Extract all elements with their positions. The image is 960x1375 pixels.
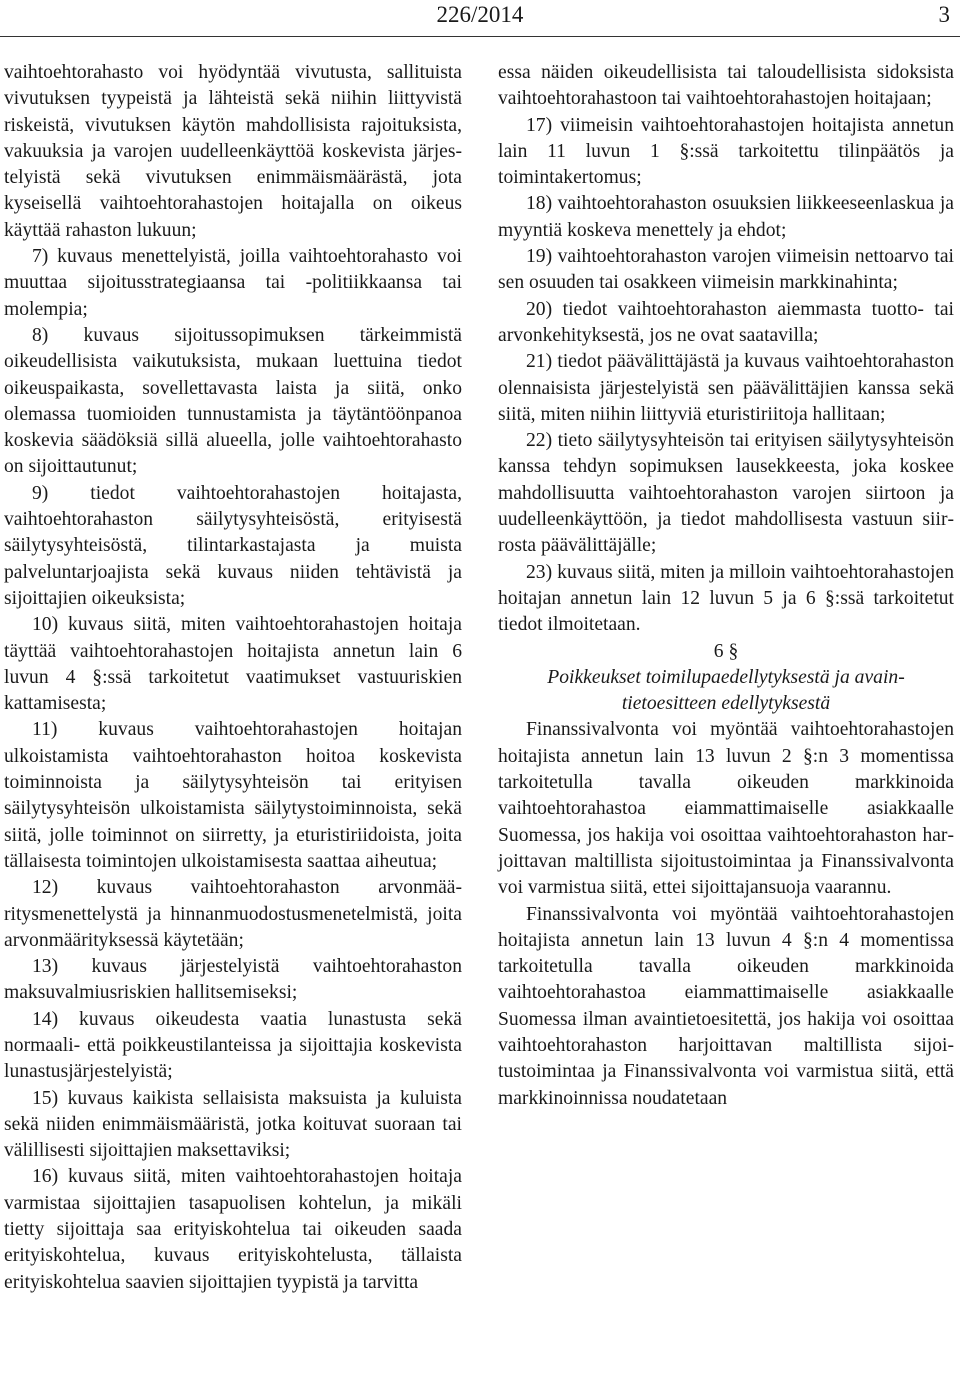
list-item-20: 20) tiedot vaihtoehtorahaston aiemmasta tuotto- tai arvonkehityksestä, jos ne ovat saatavilla;: [498, 298, 954, 346]
list-item-13: 13) kuvaus järjestelyistä vaihtoehtorahaston maksuvalmiusriskien hallitsemiseksi;: [4, 956, 462, 1004]
list-item-23: 23) kuvaus siitä, miten ja milloin vaihtoehtorahastojen hoitajan annetun lain 12 luvun 5 ja 6 §:ssä tarkoitetut tiedot ilmoitetaan.: [498, 561, 954, 636]
list-item-17: 17) viimeisin vaihtoehtorahastojen hoitajista annetun lain 11 luvun 1 §:ssä tarkoitettu tilinpäätös ja toimintakertomus;: [498, 114, 954, 189]
section-paragraph: Finanssivalvonta voi myöntää vaihtoehtorahastojen hoitajista annetun lain 13 luvun 4 §:n 4 momentissa tarkoitetulla tavalla oikeuden markkinoida vaihtoehtorahastoa eiammattimaiselle asiakkaalle Suomessa ilman avaintietoesitettä, jos hakija voi osoittaa vaihtoehtorahaston harjoittavan maltillista sijoitustoimintaa ja Finanssivalvonta voi varmistua siitä, että markkinoinnissa noudatetaan: [498, 903, 954, 1109]
page-number: 3: [938, 2, 950, 27]
list-item-10: 10) kuvaus siitä, miten vaihtoehtorahastojen hoitaja täyttää vaihtoehtorahastojen hoitajista annetun lain 6 luvun 4 §:ssä tarkoitetut vaatimukset vastuuriskien kattamisesta;: [4, 614, 462, 715]
paragraph: essa näiden oikeudellisista tai taloudellisista sidoksista vaihtoehtorahastoon tai vaihtoehtorahastojen hoitajaan;: [498, 62, 954, 110]
document-number: 226/2014: [436, 2, 524, 27]
section-title: Poikkeukset toimilupaedellytyksestä ja avaintietoesitteen edellytyksestä: [547, 666, 905, 715]
list-item-8: 8) kuvaus sijoitussopimuksen tärkeimmistä oikeudellisista vaikutuksista, mukaan luettuina tiedot oikeuspaikasta, sovellettavasta laista ja siitä, onko olemassa tuomioiden tunnustamista ja täytäntöönpanoa koskevia säädöksiä sillä alueella, jolle vaihtoehtorahasto on sijoittautunut;: [4, 324, 462, 478]
list-item-9: 9) tiedot vaihtoehtorahastojen hoitajasta, vaihtoehtorahaston säilytysyhteisöstä, erityisestä säilytysyhteisöstä, tilintarkastajasta ja muista palveluntarjoajista sekä kuvaus niiden tehtävistä ja sijoittajien oikeuksista;: [4, 482, 462, 609]
list-item-11: 11) kuvaus vaihtoehtorahastojen hoitajan ulkoistamista vaihtoehtorahaston hoitoa koskevista toiminnoista ja säilytysyhteisön tai erityisen säilytysyhteisön ulkoistamista säilytystoiminnoista, sekä siitä, jolle toiminnot on siirretty, ja eturistiriidoista, joita tällaisesta toimintojen ulkoistamisesta saattaa aiheutua;: [4, 719, 462, 872]
list-item-22: 22) tieto säilytysyhteisön tai erityisen säilytysyhteisön kanssa tehdyn sopimuksen lausekkeesta, joka koskee mahdollisuutta vaihtoehtorahaston varojen siirtoon ja uudelleenkäyttöön, ja tiedot mahdollisesta vastuun siirrosta päävälittäjälle;: [498, 430, 954, 557]
paragraph: vaihtoehtorahasto voi hyödyntää vivutusta, sallituista vivutuksen tyypeistä ja lähteistä sekä niihin liittyvistä riskeistä, vivutuksen käytön mahdollisista rajoituksista, vakuuksia ja varojen uudelleenkäyttöä koskevista järjestelyistä sekä vivutuksen enimmäismäärästä, jota kyseisellä vaihtoehtorahastojen hoitajalla on oikeus käyttää rahaston lukuun;: [4, 62, 462, 241]
right-column: [498, 60, 954, 1112]
list-item-12: 12) kuvaus vaihtoehtorahaston arvonmääritysmenettelystä ja hinnanmuodostusmenetelmistä, joita arvonmäärityksessä käytetään;: [4, 877, 462, 951]
list-item-7: 7) kuvaus menettelyistä, joilla vaihtoehtorahasto voi muuttaa sijoitusstrategiaansa tai -politiikkaansa tai molempia;: [4, 246, 462, 320]
list-item-21: 21) tiedot päävälittäjästä ja kuvaus vaihtoehtorahaston olennaisista järjestelyistä sen päävälittäjien kanssa sekä siitä, miten niihin liittyviä eturistiriitoja hallitaan;: [498, 351, 954, 425]
left-column: [4, 60, 462, 1296]
section-paragraph: Finanssivalvonta voi myöntää vaihtoehtorahastojen hoitajista annetun lain 13 luvun 2 §:n 3 momentissa tarkoitetulla tavalla oikeuden markkinoida vaihtoehtorahastoa eiammattimaiselle asiakkaalle Suomessa, jos hakija voi osoittaa vaihtoehtorahaston harjoittavan maltillista sijoitustoimintaa ja Finanssivalvonta voi varmistua siitä, ettei sijoittajansuoja vaarannu.: [498, 719, 954, 899]
list-item-15: 15) kuvaus kaikista sellaisista maksuista ja kuluista sekä niiden enimmäismääristä, jotka koituvat suoraan tai välillisesti sijoittajien maksettaviksi;: [4, 1087, 462, 1162]
list-item-16: 16) kuvaus siitä, miten vaihtoehtorahastojen hoitaja varmistaa sijoittajien tasapuolisen kohtelun, ja mikäli tietty sijoittaja saa erityiskohtelua tai oikeuden saada erityiskohtelua, kuvaus erityiskohtelusta, tällaista erityiskohtelua saavien sijoittajien tyypistä ja tarvitta: [4, 1166, 462, 1293]
page-header: [0, 0, 960, 38]
list-item-18: 18) vaihtoehtorahaston osuuksien liikkeeseenlaskua ja myyntiä koskeva menettely ja ehdot;: [498, 193, 954, 241]
header-divider: [0, 36, 960, 37]
section-number: 6 §: [713, 640, 739, 662]
list-item-14: 14) kuvaus oikeudesta vaatia lunastusta sekä normaali- että poikkeustilanteissa ja sijoittajia koskevista lunastusjärjestelyistä;: [4, 1008, 462, 1083]
list-item-19: 19) vaihtoehtorahaston varojen viimeisin nettoarvo tai sen osuuden tai osakkeen viimeisin markkinahinta;: [498, 246, 954, 294]
